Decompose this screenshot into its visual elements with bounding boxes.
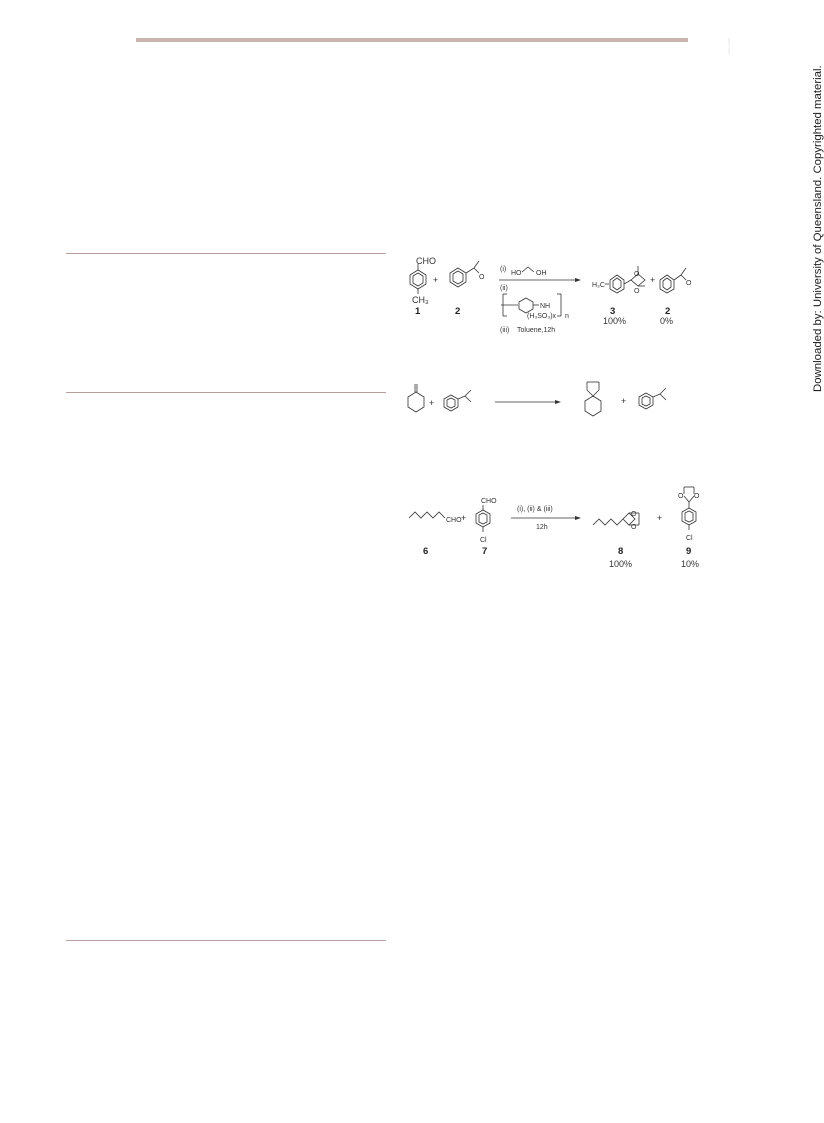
- compound-7-structure: [476, 498, 497, 544]
- conditions-top-label: (i), (ii) & (iii): [517, 506, 553, 513]
- table-rule-top: [66, 253, 386, 254]
- dioxolane-oxygen-top: O: [634, 271, 640, 278]
- reagent-iii-label: (iii): [500, 327, 510, 334]
- reagent-ii-label: (ii): [500, 285, 508, 292]
- compound-3-structure: [592, 266, 645, 295]
- conditions-label: Toluene,12h: [517, 327, 556, 334]
- download-notice: Downloaded by: University of Queensland. Copyrighted material.: [812, 65, 824, 392]
- methylenecyclohexane-structure: [408, 384, 424, 412]
- header-rule: [136, 38, 688, 42]
- acetal-oxygen-right: O: [694, 493, 700, 500]
- ho-label: HO: [511, 270, 522, 277]
- compound-6-structure: [409, 512, 462, 524]
- compound-label-8: 8: [618, 546, 624, 557]
- oh-label: OH: [536, 270, 547, 277]
- nh-label: NH: [540, 303, 551, 310]
- dioxolane-oxygen-bottom: O: [634, 288, 640, 295]
- ketone-oxygen: O: [686, 280, 692, 287]
- plus-sign: +: [433, 275, 439, 285]
- compound-label-2: 2: [455, 306, 461, 317]
- acetal-oxygen-left: O: [678, 493, 684, 500]
- compound-label-9: 9: [686, 546, 692, 557]
- plus-sign-left: +: [461, 513, 467, 523]
- scheme-3-chemoselectivity: [395, 492, 715, 576]
- cho-chain-label: CHO: [446, 517, 462, 524]
- reagent-i-label: (i): [500, 266, 507, 273]
- cho-aryl-label: CHO: [481, 498, 497, 505]
- alpha-methylstyrene-structure: [444, 390, 471, 411]
- compound-8-structure: [593, 511, 639, 531]
- compound-2-structure: [450, 261, 485, 287]
- scheme-1-acetalization: [395, 250, 715, 342]
- table-rule-middle: [66, 392, 386, 393]
- corner-crop-marks: | |: [728, 37, 767, 55]
- plus-sign: +: [650, 275, 656, 285]
- yield-8: 100%: [609, 559, 633, 569]
- scheme-2-selectivity: [395, 376, 685, 426]
- plus-sign-right: +: [657, 513, 663, 523]
- yield-2: 0%: [660, 316, 674, 326]
- acetal-oxygen-top: O: [631, 511, 637, 518]
- alpha-methylstyrene-product-structure: [639, 388, 666, 409]
- reaction-arrow-head: [555, 400, 561, 404]
- ch3-label: CH₃: [412, 295, 429, 305]
- plus-sign-left: +: [429, 398, 435, 408]
- yield-3: 100%: [603, 316, 627, 326]
- compound-label-7: 7: [482, 546, 488, 557]
- conditions-bottom-label: 12h: [536, 524, 548, 531]
- sulfonate-label: (H₃SO₃)x: [527, 313, 557, 320]
- ketone-oxygen: O: [479, 274, 485, 281]
- compound-9-structure: [678, 487, 700, 542]
- repeat-n-label: n: [565, 313, 569, 320]
- reaction-arrow-head: [575, 516, 581, 520]
- compound-label-1: 1: [415, 306, 421, 317]
- chloro-label: Cl: [480, 537, 487, 544]
- table-rule-bottom: [66, 940, 386, 941]
- reaction-arrow-head: [575, 278, 581, 282]
- compound-label-2-product: 2: [665, 306, 671, 317]
- cho-label: CHO: [416, 256, 436, 266]
- yield-9: 10%: [681, 559, 700, 569]
- compound-label-6: 6: [423, 546, 429, 557]
- chloro-label-product: Cl: [686, 535, 693, 542]
- plus-sign-right: +: [621, 396, 627, 406]
- compound-2-unreacted-structure: [660, 268, 692, 293]
- ketal-product-structure: [585, 382, 601, 416]
- h3c-label: H₃C: [592, 282, 605, 289]
- compound-label-3: 3: [610, 306, 616, 317]
- acetal-oxygen-bottom: O: [631, 524, 637, 531]
